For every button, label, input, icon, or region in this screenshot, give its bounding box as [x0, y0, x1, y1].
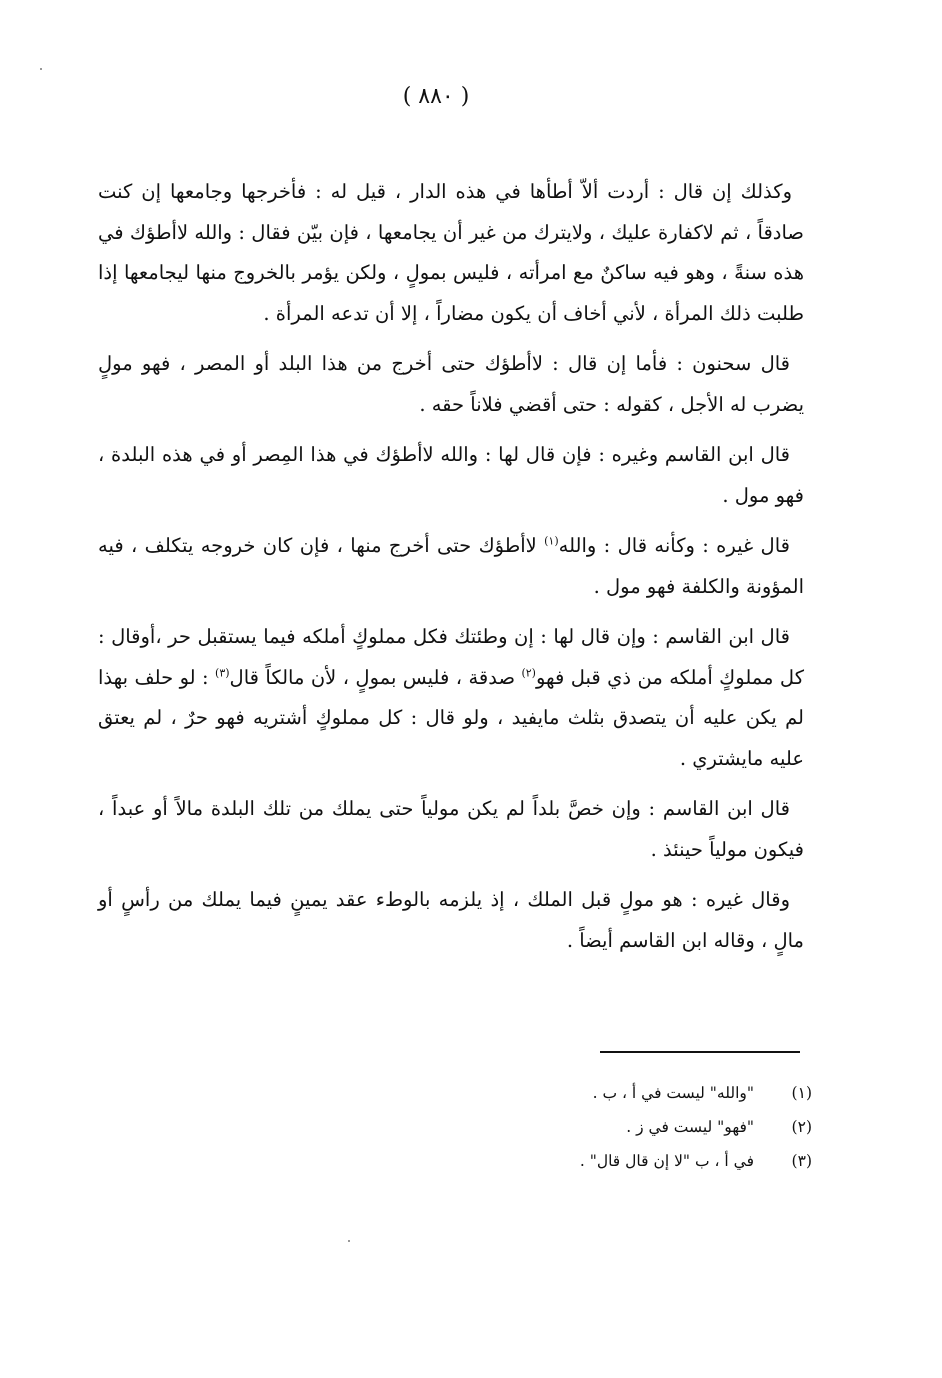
paragraph-text: قال ابن القاسم : وإن خصَّ بلداً لم يكن مولياً حتى يملك من تلك البلدة مالاً أو عبداً ، فيكون مولياً حينئذ . — [98, 797, 804, 861]
footnote-text: "فهو" ليست في ز . — [626, 1118, 754, 1136]
paragraph-2 — [98, 344, 804, 425]
footnote-number: (٢) — [791, 1118, 812, 1136]
paragraph-text: : لو حلف بهذا لم يكن عليه أن يتصدق بثلث مايفيد ، ولو قال : كل مملوكٍ أشتريه فهو حرٌ ، لم يعتق عليه مايشتري . — [98, 665, 804, 770]
paragraph-text: قال سحنون : فأما إن قال : لاأطؤك حتى أخرج من هذا البلد أو المصر ، فهو مولٍ يضرب له الأجل ، كقوله : حتى أقضي فلاناً حقه . — [98, 352, 804, 416]
paragraph-5 — [98, 617, 804, 779]
page-number: ( ٨٨٠ ) — [402, 84, 470, 109]
footnote-number: (١) — [791, 1084, 812, 1102]
main-text — [98, 172, 804, 971]
scan-speck — [40, 68, 42, 70]
paragraph-7 — [98, 880, 804, 961]
paragraph-text: لاأطؤك حتى أخرج منها ، فإن كان خروجه يتكلف ، فيه المؤونة والكلفة فهو مول . — [98, 534, 804, 598]
paragraph-3 — [98, 435, 804, 516]
footnote-text: في أ ، ب "لا إن قال قال" . — [579, 1152, 754, 1170]
footnote-divider — [600, 1051, 800, 1053]
footnote-ref-1: (١) — [544, 534, 559, 548]
paragraph-text: وكذلك إن قال : أردت ألاّ أطأها في هذه الدار ، قيل له : فأخرجها وجامعها إن كنت صادقاً ، ثم لاكفارة عليك ، ولايترك من غير أن يجامعها ، فإن بيّن فقال : والله لاأطؤك في هذه سنةً ، وهو فيه ساكنٌ مع امرأته ، فليس بمولٍ ، ولكن يؤمر بالخروج منها ليجامعها إذا طلبت ذلك المرأة ، لأني أخاف أن يكون مضاراً ، إلا أن تدعه المرأة . — [98, 180, 804, 325]
footnotes — [300, 1076, 812, 1178]
paragraph-text: قال غيره : وكأنه قال : والله — [558, 534, 790, 557]
scan-speck — [348, 1240, 350, 1242]
paragraph-4 — [98, 526, 804, 607]
paragraph-text: قال ابن القاسم وغيره : فإن قال لها : والله لاأطؤك في هذا المِصر أو في هذه البلدة ، فهو مول . — [98, 443, 804, 507]
footnote-number: (٣) — [791, 1152, 812, 1170]
paragraph-text: صدقة ، فليس بمولٍ ، لأن مالكاً قال — [229, 665, 522, 689]
footnote-ref-3: (٣) — [215, 666, 230, 679]
paragraph-1 — [98, 172, 804, 334]
footnote-text: "والله" ليست في أ ، ب . — [592, 1084, 754, 1102]
footnote-ref-2: (٢) — [521, 666, 536, 679]
paragraph-6 — [98, 789, 804, 870]
footnote-3 — [300, 1144, 812, 1178]
footnote-2 — [300, 1110, 812, 1144]
paragraph-text: قال ابن القاسم : وإن قال لها : إن وطئتك فكل مملوكٍ أملكه فيما يستقبل حر ،أوقال : كل مملوكٍ أملكه من ذي قبل فهو — [98, 625, 804, 689]
paragraph-text: وقال غيره : هو مولٍ قبل الملك ، إذ يلزمه بالوطء عقد يمينٍ فيما يملك من رأسٍ أو مالٍ ، وقاله ابن القاسم أيضاً . — [98, 888, 804, 952]
footnote-1 — [300, 1076, 812, 1110]
